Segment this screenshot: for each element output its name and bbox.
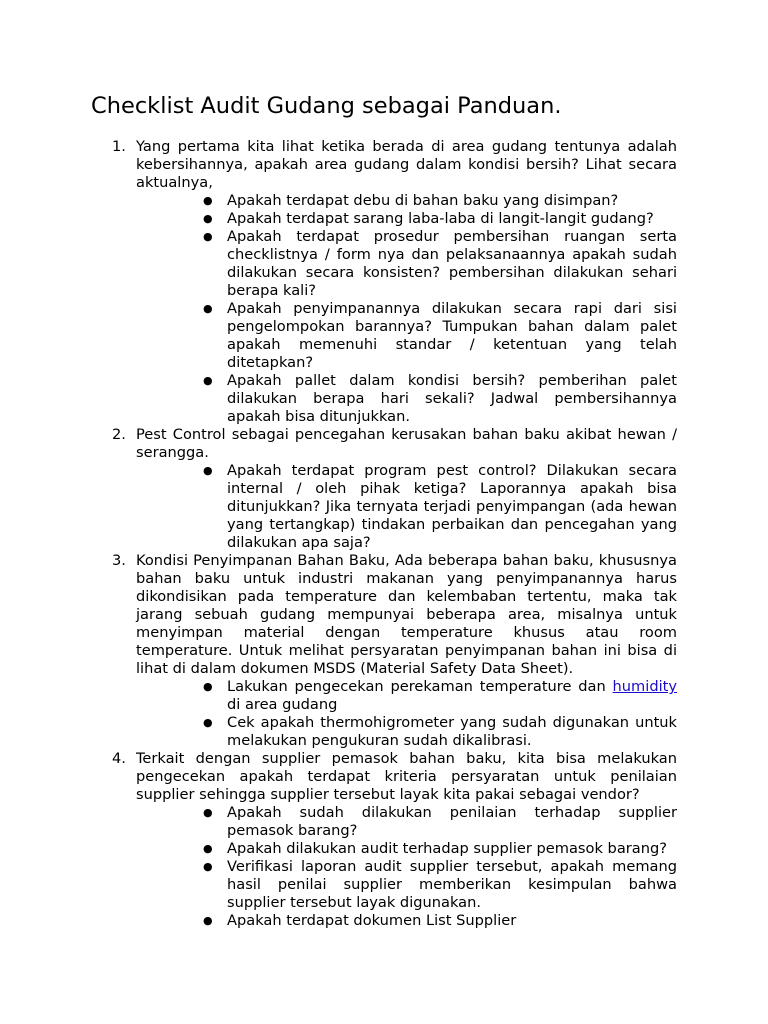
bullet-icon: ● [203, 842, 213, 855]
bullet-item: ● Verifikasi laporan audit supplier tersebut, apakah memang hasil penilai supplier memberikan kesimpulan bahwa supplier tersebut layak digunakan. [203, 858, 677, 911]
bullet-item: ● Lakukan pengecekan perekaman temperature dan humidity di area gudang [203, 678, 677, 713]
bullet-item: ● Apakah sudah dilakukan penilaian terhadap supplier pemasok barang? [203, 804, 677, 839]
bullet-icon: ● [203, 860, 213, 873]
item-text: Yang pertama kita lihat ketika berada di area gudang tentunya adalah kebersihannya, apakah area gudang dalam kondisi bersih? Lihat secara aktualnya, [136, 138, 677, 191]
item-number: 4. [112, 750, 126, 767]
humidity-link[interactable]: humidity [612, 678, 677, 695]
bullet-item: ● Apakah terdapat debu di bahan baku yang disimpan? [203, 192, 619, 209]
bullet-item: ● Apakah pallet dalam kondisi bersih? pemberihan palet dilakukan berapa hari sekali? Jadwal pembersihannya apakah bisa ditunjukkan. [203, 372, 677, 425]
bullet-icon: ● [203, 194, 213, 207]
bullet-item: ● Apakah penyimpanannya dilakukan secara rapi dari sisi pengelompokan barannya? Tumpukan bahan dalam palet apakah memenuhi standar / ketentuan yang telah ditetapkan? [203, 300, 677, 371]
item-text: Terkait dengan supplier pemasok bahan baku, kita bisa melakukan pengecekan apakah terdapat kriteria persyaratan untuk penilaian supplier sehingga supplier tersebut layak kita pakai sebagai vendor? [136, 750, 677, 803]
item-number: 2. [112, 426, 126, 443]
bullet-item: ● Cek apakah thermohigrometer yang sudah digunakan untuk melakukan pengukuran sudah dikalibrasi. [203, 714, 677, 749]
list-item [112, 750, 677, 930]
bullet-item: ● Apakah terdapat prosedur pembersihan ruangan serta checklistnya / form nya dan pelaksanaannya apakah sudah dilakukan secara konsisten? pembersihan dilakukan sehari berapa kali? [203, 228, 677, 299]
list-item [112, 552, 677, 750]
bullet-icon: ● [203, 212, 213, 225]
bullet-icon: ● [203, 716, 213, 729]
bullet-icon: ● [203, 374, 213, 387]
bullet-icon: ● [203, 806, 213, 819]
list-item [112, 426, 677, 552]
item-number: 3. [112, 552, 126, 569]
bullet-icon: ● [203, 680, 213, 693]
item-number: 1. [112, 138, 126, 155]
bullet-icon: ● [203, 464, 213, 477]
bullet-list [136, 192, 677, 426]
bullet-item: ● Apakah terdapat dokumen List Supplier [203, 912, 517, 929]
bullet-icon: ● [203, 230, 213, 243]
page-title: Checklist Audit Gudang sebagai Panduan. [91, 93, 562, 119]
bullet-item: ● Apakah dilakukan audit terhadap supplier pemasok barang? [203, 840, 667, 857]
bullet-item: ● Apakah terdapat program pest control? Dilakukan secara internal / oleh pihak ketiga? Laporannya apakah bisa ditunjukkan? Jika ternyata terjadi penyimpangan (ada hewan yang tertangkap) tindakan perbaikan dan pencegahan yang dilakukan apa saja? [203, 462, 677, 551]
bullet-list [136, 678, 677, 750]
item-text: Kondisi Penyimpanan Bahan Baku, Ada beberapa bahan baku, khususnya bahan baku untuk industri makanan yang penyimpanannya harus dikondisikan pada temperature dan kelembaban tertentu, maka tak jarang sebuah gudang mempunyai beberapa area, misalnya untuk menyimpan material dengan temperature khusus atau room temperature. Untuk melihat persyaratan penyimpanan bahan ini bisa di lihat di dalam dokumen MSDS (Material Safety Data Sheet). [136, 552, 677, 677]
bullet-icon: ● [203, 302, 213, 315]
bullet-list [136, 462, 677, 552]
bullet-list [136, 804, 677, 930]
checklist [112, 138, 677, 930]
bullet-icon: ● [203, 914, 213, 927]
list-item [112, 138, 677, 426]
bullet-item: ● Apakah terdapat sarang laba-laba di langit-langit gudang? [203, 210, 654, 227]
item-text: Pest Control sebagai pencegahan kerusakan bahan baku akibat hewan / serangga. [136, 426, 677, 461]
